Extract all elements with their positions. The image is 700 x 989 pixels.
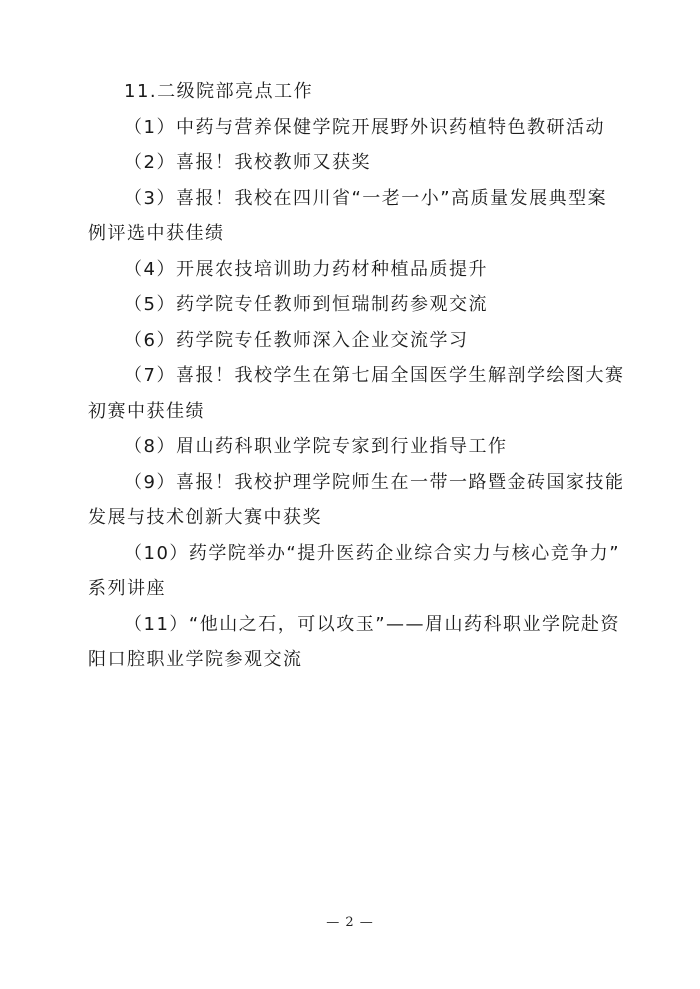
list-item-7: （7）喜报！我校学生在第七届全国医学生解剖学绘图大赛 (124, 365, 625, 386)
list-item-11-continuation: 阳口腔职业学院参观交流 (88, 649, 303, 670)
document-body (88, 74, 625, 678)
list-item-11: （11）“他山之石，可以攻玉”——眉山药科职业学院赴资 (124, 613, 621, 635)
list-item-8: （8）眉山药科职业学院专家到行业指导工作 (124, 436, 508, 457)
list-item-10: （10）药学院举办“提升医药企业综合实力与核心竞争力” (124, 542, 621, 564)
list-item-1: （1）中药与营养保健学院开展野外识药植特色教研活动 (124, 116, 605, 138)
list-item-10-continuation: 系列讲座 (88, 578, 166, 599)
list-item-3-continuation: 例评选中获佳绩 (88, 223, 225, 244)
list-item-9-continuation: 发展与技术创新大赛中获奖 (88, 507, 322, 528)
list-item-2: （2）喜报！我校教师又获奖 (124, 152, 371, 173)
list-item-7-continuation: 初赛中获佳绩 (88, 400, 205, 422)
list-item-6: （6）药学院专任教师深入企业交流学习 (124, 329, 469, 351)
section-heading: 11.二级院部亮点工作 (124, 81, 314, 102)
list-item-4: （4）开展农技培训助力药材种植品质提升 (124, 258, 488, 280)
list-item-5: （5）药学院专任教师到恒瑞制药参观交流 (124, 294, 488, 315)
page-number: — 2 — (326, 915, 374, 930)
list-item-3: （3）喜报！我校在四川省“一老一小”高质量发展典型案 (124, 187, 608, 209)
list-item-9: （9）喜报！我校护理学院师生在一带一路暨金砖国家技能 (124, 471, 625, 493)
